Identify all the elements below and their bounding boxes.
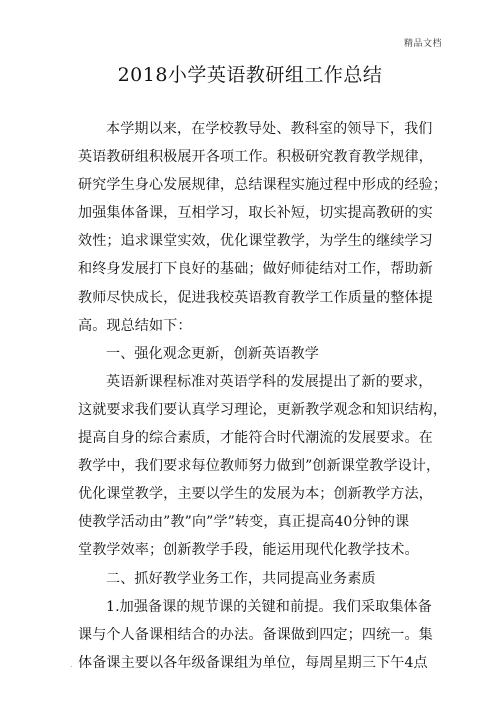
body-line: 使教学活动由”教”向”学”转变，真正提高40分钟的课 — [78, 514, 410, 531]
document-title: 2018小学英语教研组工作总结 — [117, 64, 383, 86]
body-line: 课与个人备课相结合的办法。备课做到四定；四统一。集 — [78, 626, 433, 643]
body-line: 优化课堂教学，主要以学生的发展为本；创新教学方法， — [78, 486, 433, 503]
section-heading: 二、抓好教学业务工作，共同提高业务素质 — [106, 570, 376, 587]
body-line: 提高自身的综合素质，才能符合时代潮流的发展要求。在 — [78, 430, 433, 447]
body-line: 本学期以来，在学校教导处、教科室的领导下，我们 — [106, 121, 433, 137]
body-line: 这就要求我们要认真学习理论，更新教学观念和知识结构， — [78, 401, 448, 418]
body-line: 堂教学效率；创新教学手段，能运用现代化教学技术。 — [78, 542, 419, 559]
body-line: 英语新课程标准对英语学科的发展提出了新的要求， — [106, 373, 433, 390]
document-body — [78, 115, 448, 677]
body-line: 加强集体备课，互相学习，取长补短，切实提高教研的实 — [78, 205, 433, 222]
header-tag: 精品文档 — [403, 39, 442, 49]
page-mark: . — [70, 660, 73, 669]
body-line: 高。现总结如下： — [78, 317, 192, 334]
body-line: 教师尽快成长，促进我校英语教育教学工作质量的整体提 — [78, 289, 433, 306]
body-line: 研究学生身心发展规律，总结课程实施过程中形成的经验； — [78, 177, 448, 194]
body-line: 教学中，我们要求每位教师努力做到”创新课堂教学设计， — [78, 458, 441, 475]
section-heading: 一、强化观念更新，创新英语教学 — [106, 345, 319, 362]
body-line: 1.加强备课的规节课的关键和前提。我们采取集体备 — [106, 598, 432, 615]
body-line: 体备课主要以各年级备课组为单位，每周星期三下午4点 — [78, 654, 428, 671]
body-line: 和终身发展打下良好的基础；做好师徒结对工作，帮助新 — [78, 261, 433, 278]
body-line: 英语教研组积极展开各项工作。积极研究教育教学规律， — [78, 149, 433, 166]
body-line: 效性；追求课堂实效，优化课堂教学，为学生的继续学习 — [78, 233, 433, 250]
